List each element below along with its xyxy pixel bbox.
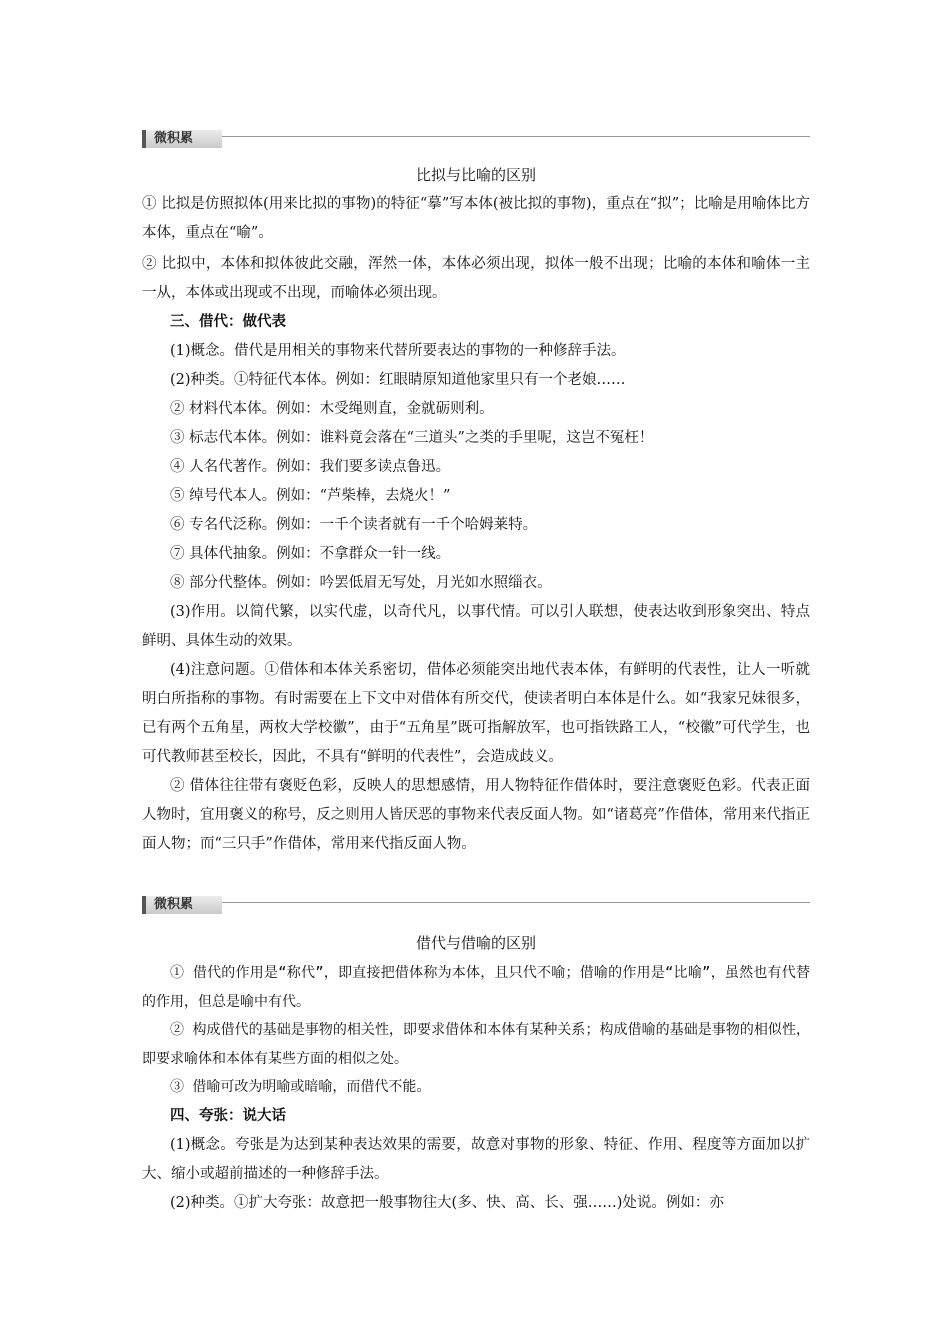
banner-rule [222, 136, 810, 137]
box-title: 比拟与比喻的区别 [415, 166, 536, 184]
banner-rule [222, 902, 810, 903]
paragraph: ② 借体往往带有褒贬色彩，反映人的思想感情，用人物特征作借体时，要注意褒贬色彩。代表正面人物时，宜用褒义的称号，反之则用人皆厌恶的事物来代表反面人物。如“诸葛亮”作借体，常用来代指正面人物；而“三只手”作借体，常用来代指反面人物。 [142, 778, 810, 852]
list-item: ⑧ 部分代整体。例如：吟罢低眉无写处，月光如水照缁衣。 [170, 575, 552, 591]
section-heading: 三、借代：做代表 [170, 314, 286, 330]
list-item: (2)种类。①特征代本体。例如：红眼睛原知道他家里只有一个老娘…… [170, 372, 626, 388]
paragraph: (2)种类。①扩大夸张：故意把一般事物往大(多、快、高、长、强……)处说。例如：亦 [170, 1195, 724, 1211]
paragraph: ② 比拟中，本体和拟体彼此交融，浑然一体，本体必须出现，拟体一般不出现；比喻的本体和喻体一主一从，本体或出现或不出现，而喻体必须出现。 [142, 256, 810, 301]
paragraph: (3)作用。以简代繁，以实代虚，以奇代凡，以事代情。可以引人联想，使表达收到形象突出、特点鲜明、具体生动的效果。 [142, 604, 810, 649]
list-item: ⑥ 专名代泛称。例如：一千个读者就有一千个哈姆莱特。 [170, 517, 538, 533]
list-item: ⑤ 绰号代本人。例如：“芦柴棒，去烧火！” [170, 488, 451, 504]
list-item: ④ 人名代著作。例如：我们要多读点鲁迅。 [170, 459, 451, 475]
banner-tag: 微积累 [142, 130, 222, 148]
list-item: ⑦ 具体代抽象。例如：不拿群众一针一线。 [170, 546, 451, 562]
section-heading: 四、夸张：说大话 [170, 1108, 286, 1124]
paragraph: ③ 借喻可改为明喻或暗喻，而借代不能。 [170, 1079, 431, 1095]
paragraph: ① 比拟是仿照拟体(用来比拟的事物)的特征“摹”写本体(被比拟的事物)，重点在“拟”；比喻是用喻体比方本体，重点在“喻”。 [142, 196, 810, 241]
section-banner [142, 128, 810, 152]
list-item: ③ 标志代本体。例如：谁料竟会落在“三道头”之类的手里呢，这岂不冤枉！ [170, 430, 654, 446]
banner-tag: 微积累 [142, 896, 222, 914]
box-title: 借代与借喻的区别 [415, 934, 536, 952]
section-banner [142, 894, 810, 918]
paragraph: (4)注意问题。①借体和本体关系密切，借体必须能突出地代表本体，有鲜明的代表性，让人一听就明白所指称的事物。有时需要在上下文中对借体有所交代，使读者明白本体是什么。如“我家兄妹很多，已有两个五角星，两枚大学校徽”，由于“五角星”既可指解放军，也可指铁路工人，“校徽”可代学生，也可代教师甚至校长，因此，不具有“鲜明的代表性”，会造成歧义。 [142, 662, 810, 765]
paragraph: (1)概念。夸张是为达到某种表达效果的需要，故意对事物的形象、特征、作用、程度等方面加以扩大、缩小或超前描述的一种修辞手法。 [142, 1137, 810, 1182]
list-item: ② 材料代本体。例如：木受绳则直，金就砺则利。 [170, 401, 494, 417]
paragraph: ① 借代的作用是“称代”，即直接把借体称为本体，且只代不喻；借喻的作用是“比喻”，虽然也有代替的作用，但总是喻中有代。 [142, 965, 810, 1010]
paragraph: (1)概念。借代是用相关的事物来代替所要表达的事物的一种修辞手法。 [170, 343, 626, 359]
paragraph: ② 构成借代的基础是事物的相关性，即要求借体和本体有某种关系；构成借喻的基础是事物的相似性，即要求喻体和本体有某些方面的相似之处。 [142, 1022, 810, 1067]
